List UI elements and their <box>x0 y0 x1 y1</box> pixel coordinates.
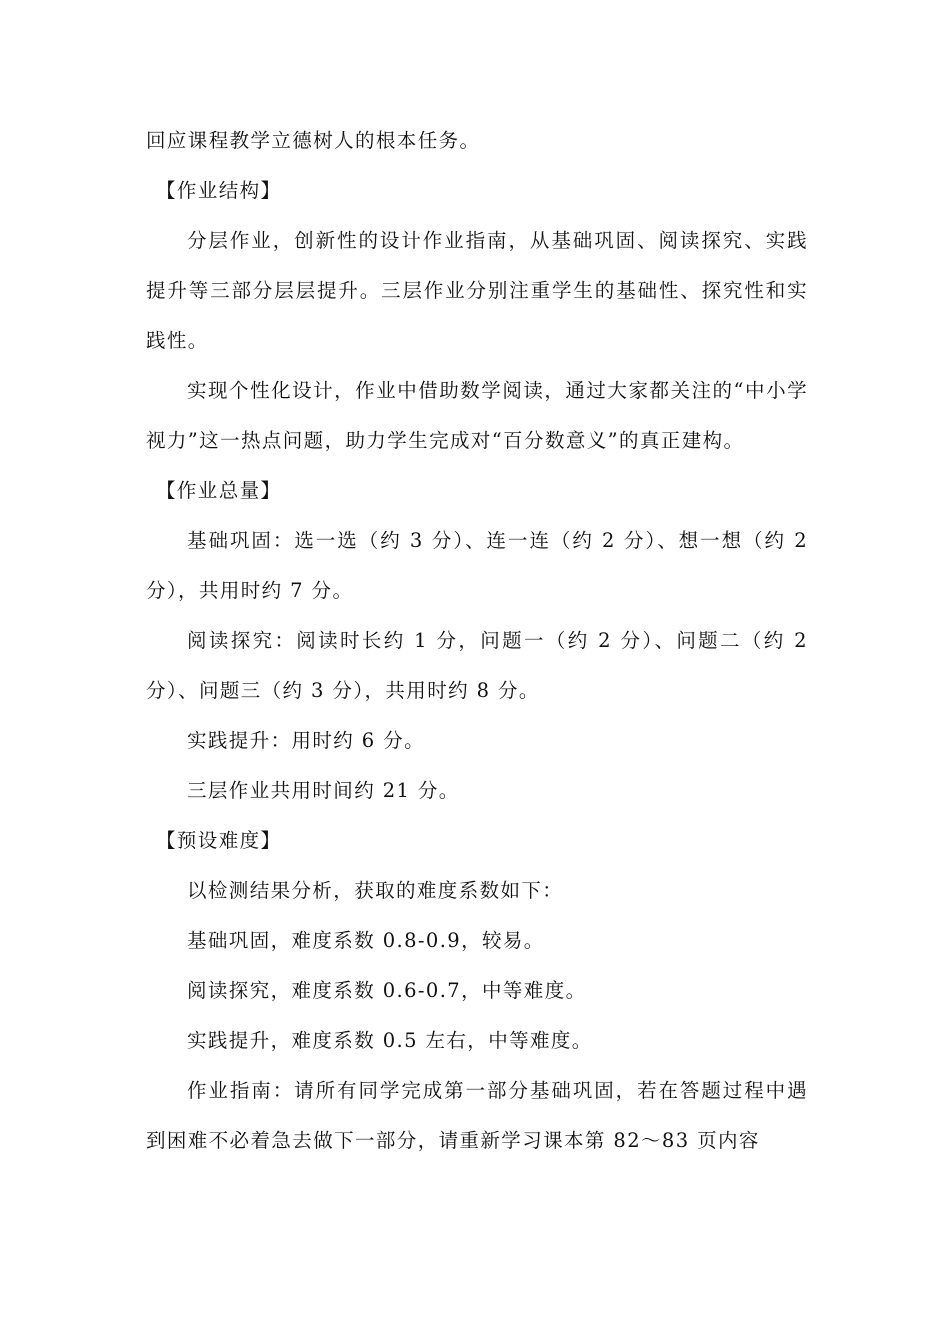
paragraph-practice-time: 实践提升：用时约 6 分。 <box>187 729 426 752</box>
heading-preset-difficulty: 【预设难度】 <box>156 829 282 852</box>
paragraph-reading-inquiry-time: 阅读探究：阅读时长约 1 分，问题一（约 2 分）、问题二（约 2 分）、问题三（约 3 分），共用时约 8 分。 <box>146 629 808 702</box>
paragraph-layered-assignment: 分层作业，创新性的设计作业指南，从基础巩固、阅读探究、实践提升等三部分层层提升。三层作业分别注重学生的基础性、探究性和实践性。 <box>146 229 808 352</box>
heading-assignment-structure: 【作业结构】 <box>156 179 282 202</box>
paragraph-basic-consolidation-time: 基础巩固：选一选（约 3 分）、连一连（约 2 分）、想一想（约 2 分），共用时约 7 分。 <box>146 529 808 602</box>
paragraph-total-time: 三层作业共用时间约 21 分。 <box>187 779 460 802</box>
paragraph-assignment-guide: 作业指南：请所有同学完成第一部分基础巩固，若在答题过程中遇到困难不必着急去做下一部分，请重新学习课本第 82～83 页内容 <box>146 1079 808 1152</box>
paragraph-practice-difficulty: 实践提升，难度系数 0.5 左右，中等难度。 <box>187 1029 593 1052</box>
document-body <box>146 116 808 1166</box>
paragraph-personalized-design: 实现个性化设计，作业中借助数学阅读，通过大家都关注的“中小学视力”这一热点问题，助力学生完成对“百分数意义”的真正建构。 <box>146 379 808 452</box>
heading-assignment-total: 【作业总量】 <box>156 479 282 502</box>
paragraph-reading-difficulty: 阅读探究，难度系数 0.6-0.7，中等难度。 <box>187 979 587 1002</box>
paragraph-continuation: 回应课程教学立德树人的根本任务。 <box>146 129 481 152</box>
paragraph-difficulty-intro: 以检测结果分析，获取的难度系数如下： <box>187 879 564 902</box>
paragraph-basic-difficulty: 基础巩固，难度系数 0.8-0.9，较易。 <box>187 929 545 952</box>
